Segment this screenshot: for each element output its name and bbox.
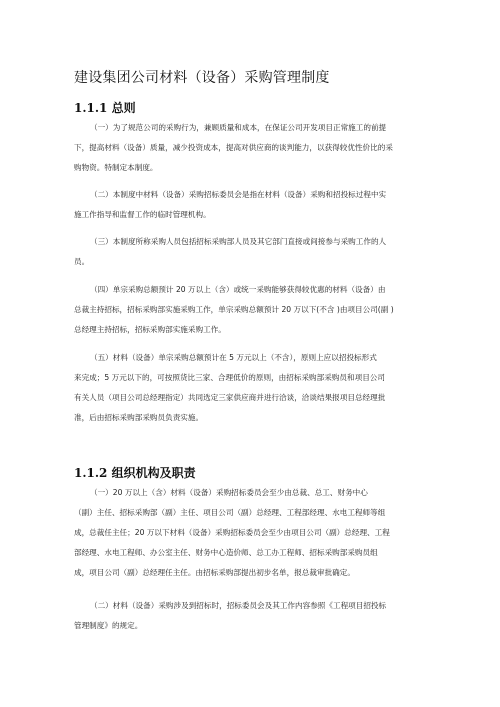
paragraph-line: （二）材料（设备）采购涉及到招标时，招标委员会及其工作内容参照《工程项目招投标 — [90, 601, 387, 610]
paragraph-line: 下，提高材料（设备）质量，减少投资成本，提高对供应商的谈判能力，以获得较优性价比的采 — [74, 143, 393, 152]
paragraph-line: （三）本制度所称采购人员包括招标采购部人员及其它部门直接或间接参与采购工作的人 — [90, 237, 387, 246]
paragraph-line: （二）本制度中材料（设备）采购招标委员会是指在材料（设备）采购和招投标过程中实 — [90, 190, 387, 199]
paragraph-line: 准，后由招标采购部采购员负责实施。 — [74, 413, 204, 422]
paragraph-line: 成，项目公司（副）总经理任主任。由招标采购部提出初步名单，报总裁审批确定。 — [74, 568, 355, 577]
section-title: 组织机构及职责 — [111, 466, 196, 480]
paragraph-line: 施工作指导和监督工作的临时管理机构。 — [74, 210, 211, 219]
paragraph-line: （一）为了规范公司的采购行为，兼顾质量和成本，在保证公司开发项目正常施工的前提 — [90, 123, 387, 132]
paragraph-line: 成，总裁任主任；20 万以下材料（设备）采购招标委员会至少由项目公司（副）总经理、工程 — [74, 528, 390, 537]
paragraph-small-purchases — [74, 348, 430, 428]
paragraph-line: 来完成；5 万元以下的，可按照货比三家、合理低价的原则，由招标采购部采购员和项目公司 — [74, 373, 385, 382]
paragraph-line: 部经理、水电工程师、办公室主任、财务中心造价师、总工办工程师、招标采购部采购员组 — [74, 548, 378, 557]
section-number: 1.1.1 — [74, 101, 108, 115]
paragraph-tender-threshold — [74, 280, 430, 340]
paragraph-line: 管理制度》的规定。 — [74, 621, 143, 630]
section-heading-general — [74, 99, 136, 116]
section-heading-organization — [74, 464, 196, 481]
section-title: 总则 — [111, 101, 136, 115]
paragraph-committee-definition — [74, 185, 430, 225]
document-title: 建设集团公司材料（设备）采购管理制度 — [74, 70, 330, 86]
paragraph-purpose — [74, 118, 430, 178]
paragraph-line: （五）材料（设备）单宗采购总额预计在 5 万元以上（不含），原则上应以招投标形式 — [90, 353, 377, 362]
paragraph-line: （副）主任、招标采购部（副）主任、项目公司（副）总经理、工程部经理、水电工程师等组 — [74, 508, 386, 517]
paragraph-tender-reference — [74, 596, 430, 636]
paragraph-line: 总裁主持招标，招标采购部实施采购工作，单宗采购总额预计 20 万以下(不含 )由项目公司(副 ) — [74, 305, 394, 314]
paragraph-line: （一）20 万以上（含）材料（设备）采购招标委员会至少由总裁、总工、财务中心 — [90, 488, 368, 497]
paragraph-line: 购物资。特制定本制度。 — [74, 163, 158, 172]
paragraph-line: 总经理主持招标，招标采购部实施采购工作。 — [74, 325, 226, 334]
paragraph-committee-members — [74, 483, 430, 583]
paragraph-line: 员。 — [74, 257, 90, 266]
paragraph-purchasing-staff — [74, 232, 430, 272]
paragraph-line: （四）单宗采购总额预计 20 万以上（含）或统一采购能够获得较优惠的材料（设备）由 — [90, 285, 386, 294]
section-number: 1.1.2 — [74, 466, 108, 480]
paragraph-line: 有关人员（项目公司总经理指定）共同选定三家供应商并进行洽谈，洽谈结果报项目总经理批 — [74, 393, 386, 402]
